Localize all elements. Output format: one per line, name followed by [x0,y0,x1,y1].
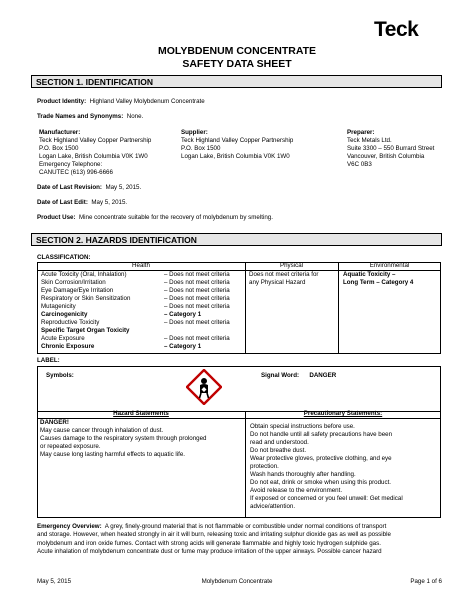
last-edit [37,199,127,207]
precautionary-statement: advice/attention. [250,503,296,510]
supplier-heading: Supplier: [181,129,208,136]
health-hazard-name: Mutagenicity [41,303,76,310]
teck-logo: Teck [374,18,419,41]
health-hazard-value: – Does not meet criteria [164,319,230,326]
title-line-2: SAFETY DATA SHEET [182,58,292,70]
hazard-statement: May cause cancer through inhalation of dust. [40,427,164,434]
classification-label: CLASSIFICATION: [37,254,91,261]
precautionary-statement: protection. [250,463,279,470]
last-revision [37,184,141,192]
last-edit-label: Date of Last Edit: [37,199,88,206]
product-use [37,214,273,222]
footer-date: May 5, 2015 [37,578,72,585]
product-use-value: Mine concentrate suitable for the recovery of molybdenum by smelting. [78,214,273,221]
health-hazard-name: Eye Damage/Eye Irritation [41,287,114,294]
health-hazard-pictogram-icon [186,369,222,405]
health-hazard-name: Chronic Exposure [41,343,95,350]
precautionary-statement: Obtain special instructions before use. [250,423,355,430]
precautionary-statement: If exposed or concerned or you feel unwell: Get medical [250,495,403,502]
supplier-line: P.O. Box 1500 [181,145,221,152]
preparer-line: V6C 0B3 [347,161,372,168]
health-hazard-value: – Does not meet criteria [164,303,230,310]
health-hazard-name: Skin Corrosion/Irritation [41,279,106,286]
physical-cell [249,271,318,287]
health-hazard-value: – Does not meet criteria [164,271,230,278]
manufacturer-line: P.O. Box 1500 [39,145,79,152]
supplier-block [181,129,293,161]
manufacturer-block [39,129,151,177]
emergency-overview-line: molybdenum and iron oxide fumes. Contact with strong acids will generate flammable and highly toxic hydrogen sulphide gas. [37,539,381,547]
emergency-overview [37,523,391,557]
environmental-line: Aquatic Toxicity – [343,271,396,278]
hazard-statement: May cause long lasting harmful effects to aquatic life. [40,451,186,458]
precautionary-statements-list [250,423,403,511]
trade-names-label: Trade Names and Synonyms: [37,113,124,120]
footer-page-number: Page 1 of 6 [410,578,442,585]
precautionary-statement: Wash hands thoroughly after handling. [250,471,356,478]
environmental-cell [343,271,413,287]
hazard-statement: DANGER! [40,419,69,426]
manufacturer-line: Logan Lake, British Columbia V0K 1W0 [39,153,148,160]
emergency-overview-line: A grey, finely-ground material that is not flammable or combustible under normal conditions of transport [104,523,387,530]
manufacturer-line: Teck Highland Valley Copper Partnership [39,137,152,144]
signal-word [261,372,336,380]
hazard-statements-heading: Hazard Statements [113,410,169,417]
manufacturer-heading: Manufacturer: [39,129,81,136]
column-header-physical: Physical [279,262,304,269]
health-hazard-value: – Does not meet criteria [164,335,230,342]
manufacturer-line: Emergency Telephone: [39,161,103,168]
trade-names-value: None. [126,113,144,120]
supplier-line: Logan Lake, British Columbia V0K 1W0 [181,153,290,160]
label-symbols-box [37,366,441,412]
footer-document-name: Molybdenum Concentrate [201,578,273,585]
product-use-label: Product Use: [37,214,76,221]
section-2-heading: SECTION 2. HAZARDS IDENTIFICATION [31,233,442,246]
last-revision-value: May 5, 2015. [105,184,142,191]
preparer-heading: Preparer: [347,129,375,136]
precautionary-statement: Wear protective gloves, protective clothing, and eye [250,455,392,462]
physical-line: any Physical Hazard [249,279,306,286]
physical-line: Does not meet criteria for [249,271,319,278]
last-edit-value: May 5, 2015. [91,199,128,206]
preparer-line: Vancouver, British Columbia [347,153,425,160]
product-identity-label: Product Identity: [37,98,87,105]
health-hazard-value: – Does not meet criteria [164,295,230,302]
manufacturer-line: CANUTEC (613) 996-6666 [39,169,113,176]
emergency-overview-line: Acute inhalation of molybdenum concentrate dust or fume may produce irritation of the upper airways. Possible cancer hazard [37,548,382,556]
label-heading: LABEL: [37,357,60,364]
health-hazard-name: Specific Target Organ Toxicity [41,327,130,334]
health-hazard-value: – Does not meet criteria [164,287,230,294]
preparer-block [347,129,434,169]
health-hazard-value: – Category 1 [164,311,202,318]
precautionary-statement: Avoid release to the environment. [250,487,343,494]
precautionary-statement: Do not breathe dust. [250,447,307,454]
symbols-label: Symbols: [46,372,74,379]
preparer-line: Teck Metals Ltd. [347,137,392,144]
health-hazard-name: Acute Toxicity (Oral, Inhalation) [41,271,127,278]
precautionary-statement: Do not eat, drink or smoke when using this product. [250,479,392,486]
health-hazard-name: Acute Exposure [41,335,85,342]
emergency-overview-line: and storage. However, when heated strongly in air it will burn, releasing toxic and irritating sulphur dioxide gas as well as possible [37,531,391,539]
hazard-statement: Causes damage to the respiratory system through prolonged [40,435,207,442]
section-1-heading: SECTION 1. IDENTIFICATION [31,75,442,88]
health-hazard-value: – Does not meet criteria [164,279,230,286]
preparer-line: Suite 3300 – 550 Burrard Street [347,145,435,152]
health-hazard-name: Carcinogenicity [41,311,88,318]
product-identity [37,98,205,106]
product-identity-value: Highland Valley Molybdenum Concentrate [89,98,205,105]
signal-word-label: Signal Word: [261,372,300,379]
emergency-overview-label: Emergency Overview: [37,523,102,530]
precautionary-statement: Do not handle until all safety precautions have been [250,431,393,438]
last-revision-label: Date of Last Revision: [37,184,102,191]
signal-word-value: DANGER [309,372,337,379]
environmental-line: Long Term – Category 4 [343,279,414,286]
column-header-environmental: Environmental [369,262,410,269]
title-line-1: MOLYBDENUM CONCENTRATE [157,45,317,57]
precautionary-statement: read and understood. [250,439,309,446]
supplier-line: Teck Highland Valley Copper Partnership [181,137,294,144]
health-hazard-name: Respiratory or Skin Sensitization [41,295,131,302]
trade-names [37,113,143,121]
precautionary-statements-heading: Precautionary Statements: [303,410,383,417]
document-title [0,45,474,71]
health-hazard-name: Reproductive Toxicity [41,319,100,326]
hazard-statements-list [40,419,206,459]
health-hazard-value: – Category 1 [164,343,202,350]
hazard-statement: or repeated exposure. [40,443,101,450]
column-header-health: Health [132,262,150,269]
